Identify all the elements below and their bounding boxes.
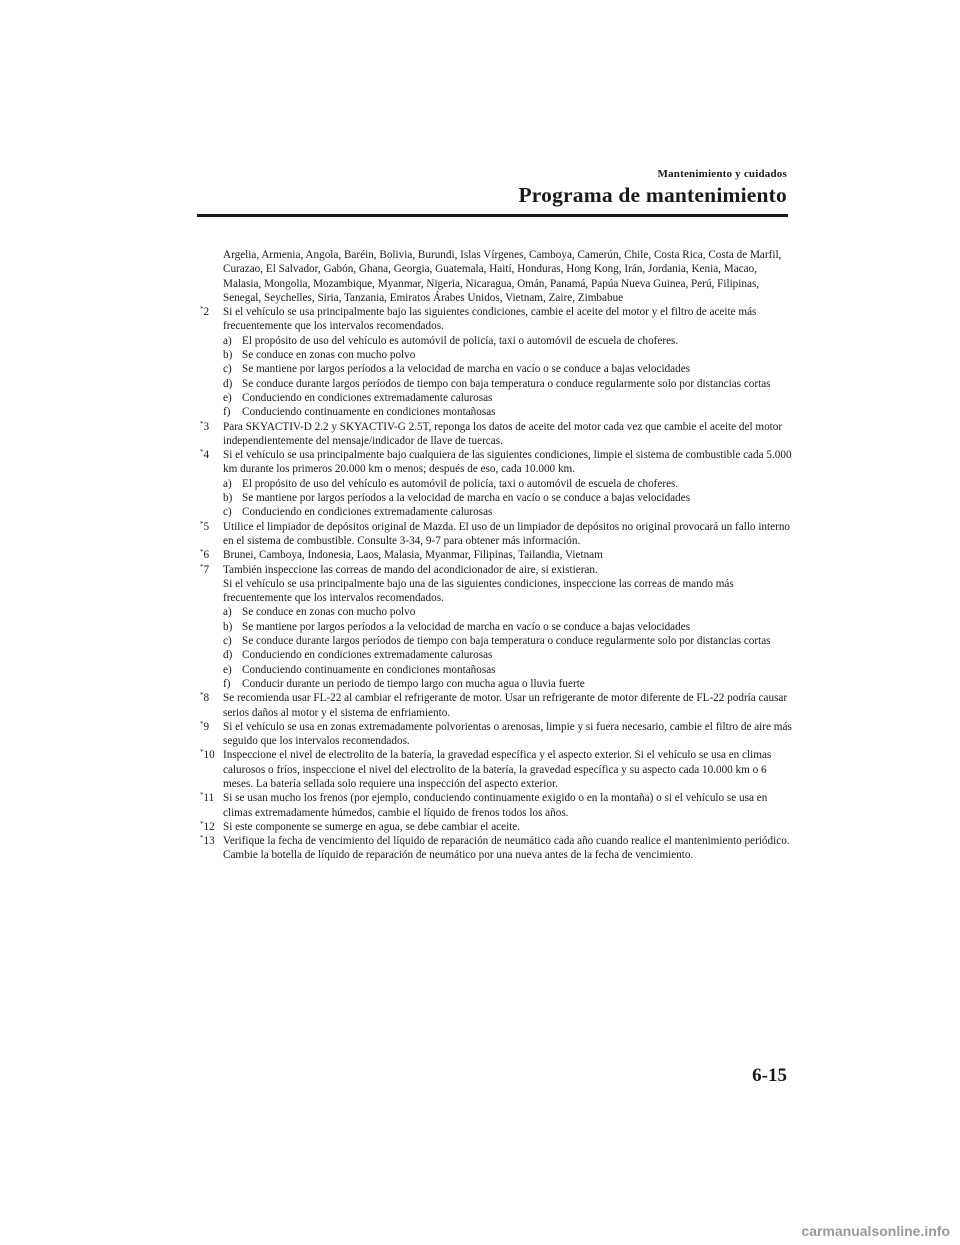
footnote-5 xyxy=(200,520,792,549)
condition-label: a) xyxy=(223,334,232,347)
footnote-number: 8 xyxy=(203,692,210,705)
condition-text: Conduciendo en condiciones extremadamente calurosas xyxy=(242,649,493,662)
footnote-number: 11 xyxy=(203,792,215,805)
footnotes-body xyxy=(200,248,792,863)
footnote-number: 5 xyxy=(203,520,210,533)
footnote-marker xyxy=(200,820,215,834)
page-header xyxy=(518,168,787,208)
footnote-number: 12 xyxy=(203,820,215,833)
condition-text: Se conduce durante largos períodos de tiempo con baja temperatura o conduce regularmente solo por distancias cortas xyxy=(242,377,771,390)
asterisk-mark: * xyxy=(200,419,204,428)
asterisk-mark: * xyxy=(200,305,204,314)
condition-label: c) xyxy=(223,506,232,519)
footnote-number: 6 xyxy=(203,549,210,562)
condition-label: d) xyxy=(223,377,233,390)
condition-text: El propósito de uso del vehículo es automóvil de policía, taxi o automóvil de escuela de choferes. xyxy=(242,334,679,347)
footnote-marker xyxy=(200,691,209,705)
condition-label: f) xyxy=(223,677,231,690)
condition-text: Se conduce en zonas con mucho polvo xyxy=(242,606,416,619)
footnote-6 xyxy=(200,548,792,562)
footnote-marker xyxy=(200,791,214,805)
page-title: Programa de mantenimiento xyxy=(518,183,787,207)
asterisk-mark: * xyxy=(200,791,204,800)
condition-label: c) xyxy=(223,635,232,648)
footnote-9 xyxy=(200,720,792,749)
footnote-number: 3 xyxy=(203,420,210,433)
section-title: Mantenimiento y cuidados xyxy=(657,168,787,180)
condition-label: d) xyxy=(223,649,233,662)
condition-text: Conduciendo en condiciones extremadamente calurosas xyxy=(242,391,493,404)
footnote-13 xyxy=(200,834,792,863)
condition-label: a) xyxy=(223,477,232,490)
condition-item xyxy=(223,362,792,376)
footnote-marker xyxy=(200,548,209,562)
condition-item xyxy=(223,605,792,619)
footnote-text: Si este componente se sumerge en agua, se debe cambiar el aceite. xyxy=(223,820,521,833)
footnote-text: Si el vehículo se usa principalmente bajo las siguientes condiciones, cambie el aceite del motor y el filtro de aceite más frecuentemente que los intervalos recomendados. xyxy=(223,306,757,333)
footnote-marker xyxy=(200,520,209,534)
footnote-marker xyxy=(200,748,215,762)
footnote-number: 2 xyxy=(203,306,210,319)
condition-item xyxy=(223,491,792,505)
condition-label: c) xyxy=(223,363,232,376)
asterisk-mark: * xyxy=(200,548,204,557)
footnote-number: 10 xyxy=(203,749,215,762)
footnote-number: 4 xyxy=(203,449,210,462)
footnote-text: También inspeccione las correas de mando del acondicionador de aire, si existieran. xyxy=(223,563,598,576)
condition-text: Se mantiene por largos períodos a la velocidad de marcha en vacío o se conduce a bajas velocidades xyxy=(242,363,691,376)
condition-text: Conducir durante un periodo de tiempo largo con mucha agua o lluvia fuerte xyxy=(242,677,585,690)
footnote-4 xyxy=(200,448,792,519)
asterisk-mark: * xyxy=(200,834,204,843)
condition-item xyxy=(223,677,792,691)
condition-text: Se conduce durante largos períodos de tiempo con baja temperatura o conduce regularmente solo por distancias cortas xyxy=(242,635,771,648)
asterisk-mark: * xyxy=(200,719,204,728)
footnote-7 xyxy=(200,563,792,692)
footnote-marker xyxy=(200,834,215,848)
condition-label: b) xyxy=(223,620,233,633)
condition-label: e) xyxy=(223,391,232,404)
condition-item xyxy=(223,405,792,419)
page-number: 6-15 xyxy=(752,1065,787,1086)
condition-item xyxy=(223,663,792,677)
condition-item xyxy=(223,377,792,391)
condition-text: Conduciendo continuamente en condiciones montañosas xyxy=(242,406,496,419)
asterisk-mark: * xyxy=(200,819,204,828)
condition-item xyxy=(223,505,792,519)
condition-item xyxy=(223,477,792,491)
condition-item xyxy=(223,634,792,648)
condition-item xyxy=(223,648,792,662)
footnote-number: 7 xyxy=(203,563,210,576)
country-list-continuation: Argelia, Armenia, Angola, Baréin, Bolivia, Burundi, Islas Vírgenes, Camboya, Camerún, Chile, Costa Rica, Costa de Marfil, Curazao, El Salvador, Gabón, Ghana, Georgia, Guatemala, Haití, Honduras, Hong Kong, Irán, Jordania, Kenia, Macao, Malasia, Mongolia, Mozambique, Myanmar, Nigeria, Nicaragua, Omán, Panamá, Papúa Nueva Guinea, Perú, Filipinas, Senegal, Seychelles, Siria, Tanzania, Emiratos Árabes Unidos, Vietnam, Zaire, Zimbabue xyxy=(223,249,782,304)
condition-label: a) xyxy=(223,606,232,619)
condition-item xyxy=(223,334,792,348)
footnote-text: Verifique la fecha de vencimiento del líquido de reparación de neumático cada año cuando realice el mantenimiento periódico. Cambie la botella de líquido de reparación de neumático por una nueva antes de la fecha de vencimiento. xyxy=(223,835,790,862)
asterisk-mark: * xyxy=(200,748,204,757)
footnote-2 xyxy=(200,305,792,419)
footnote-marker xyxy=(200,563,209,577)
footnote-marker xyxy=(200,420,209,434)
condition-label: b) xyxy=(223,349,233,362)
condition-text: Se conduce en zonas con mucho polvo xyxy=(242,349,416,362)
footnote-list xyxy=(200,305,792,863)
footnote-text: Si se usan mucho los frenos (por ejemplo, conduciendo continuamente exigido o en la montaña) o si el vehículo se usa en climas extremadamente húmedos, cambie el líquido de frenos todos los años. xyxy=(223,792,768,819)
footnote-text: Si el vehículo se usa en zonas extremadamente polvorientas o arenosas, limpie y si fuera necesario, cambie el filtro de aire más seguido que los intervalos recomendados. xyxy=(223,720,792,748)
condition-text: Se mantiene por largos períodos a la velocidad de marcha en vacío o se conduce a bajas velocidades xyxy=(242,492,691,505)
condition-item xyxy=(223,391,792,405)
footnote-11 xyxy=(200,791,792,820)
condition-text: El propósito de uso del vehículo es automóvil de policía, taxi o automóvil de escuela de choferes. xyxy=(242,477,679,490)
condition-label: e) xyxy=(223,663,232,676)
footnote-text: Si el vehículo se usa principalmente bajo cualquiera de las siguientes condiciones, limpie el sistema de combustible cada 5.000 km durante los primeros 20.000 km o menos; después de eso, cada 10.000 km. xyxy=(223,449,792,476)
footnote-text: Utilice el limpiador de depósitos original de Mazda. El uso de un limpiador de depósitos no original provocará un fallo interno en el sistema de combustible. Consulte 3-34, 9-7 para obtener más información. xyxy=(223,520,791,547)
footnote-text: Para SKYACTIV-D 2.2 y SKYACTIV-G 2.5T, reponga los datos de aceite del motor cada vez que cambie el aceite del motor independientemente del mensaje/indicador de llave de tuercas. xyxy=(223,420,783,447)
header-divider xyxy=(197,214,788,217)
footnote-marker xyxy=(200,448,209,462)
footnote-marker xyxy=(200,720,209,734)
asterisk-mark: * xyxy=(200,519,204,528)
footnote-text: Si el vehículo se usa principalmente bajo una de las siguientes condiciones, inspeccione las correas de mando más frecuentemente que los intervalos recomendados. xyxy=(223,577,734,605)
footnote-text: Se recomienda usar FL-22 al cambiar el refrigerante de motor. Usar un refrigerante de motor diferente de FL-22 podría causar serios daños al motor y el sistema de enfriamiento. xyxy=(223,692,788,719)
footnote-text: Inspeccione el nivel de electrolito de la batería, la gravedad específica y el aspecto exterior. Si el vehículo se usa en climas calurosos o fríos, inspeccione el nivel del electrolito de la batería, la gravedad específica y su aspecto cada 10.000 km o 6 meses. La batería sellada solo requiere una inspección del aspecto exterior. xyxy=(223,749,772,790)
footnote-text: Brunei, Camboya, Indonesia, Laos, Malasia, Myanmar, Filipinas, Tailandia, Vietnam xyxy=(223,549,603,562)
footnote-3 xyxy=(200,420,792,449)
footnote-8 xyxy=(200,691,792,720)
condition-label: b) xyxy=(223,492,233,505)
condition-label: f) xyxy=(223,406,231,419)
condition-item xyxy=(223,348,792,362)
asterisk-mark: * xyxy=(200,562,204,571)
asterisk-mark: * xyxy=(200,448,204,457)
footnote-marker xyxy=(200,305,209,319)
footnote-10 xyxy=(200,748,792,791)
footnote-number: 9 xyxy=(203,720,210,733)
condition-text: Conduciendo en condiciones extremadamente calurosas xyxy=(242,506,493,519)
asterisk-mark: * xyxy=(200,691,204,700)
footnote-12 xyxy=(200,820,792,834)
footnote-number: 13 xyxy=(203,835,215,848)
condition-text: Conduciendo continuamente en condiciones montañosas xyxy=(242,663,496,676)
watermark: carmanualsonline.info xyxy=(801,1223,950,1239)
condition-text: Se mantiene por largos períodos a la velocidad de marcha en vacío o se conduce a bajas velocidades xyxy=(242,620,691,633)
condition-item xyxy=(223,620,792,634)
